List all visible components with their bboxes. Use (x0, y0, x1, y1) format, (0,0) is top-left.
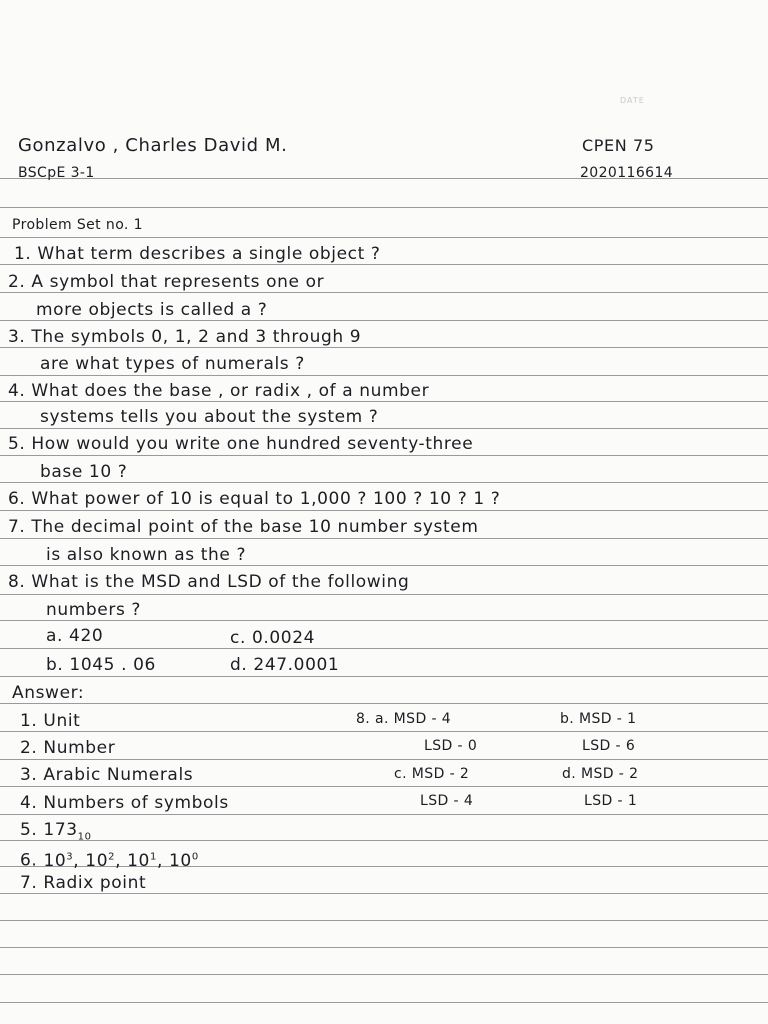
ruled-line (0, 510, 768, 511)
power-term (85, 851, 121, 871)
answer-2: 2. Number (20, 738, 116, 758)
answer-5-base: 10 (77, 831, 92, 843)
answer-8d-lsd: LSD - 1 (584, 793, 638, 809)
power-exponent: 2 (108, 851, 116, 862)
ruled-line (0, 347, 768, 348)
power-base: 10 (127, 850, 150, 871)
ruled-line (0, 428, 768, 429)
question-5-cont: base 10 ? (40, 462, 128, 482)
option-a: a. 420 (46, 626, 104, 646)
question-2: 2. A symbol that represents one or (8, 272, 325, 292)
power-separator: , (73, 850, 80, 871)
ruled-line (0, 947, 768, 948)
ruled-line (0, 1002, 768, 1003)
question-1: 1. What term describes a single object ? (14, 244, 381, 264)
answer-7: 7. Radix point (20, 873, 147, 893)
answer-1: 1. Unit (20, 711, 81, 731)
power-base: 10 (85, 850, 109, 871)
answer-6 (20, 847, 199, 871)
question-3-cont: are what types of numerals ? (40, 354, 305, 374)
option-b: b. 1045 . 06 (46, 655, 156, 675)
answer-6-label: 6. (20, 850, 38, 871)
power-exponent: 0 (191, 851, 199, 862)
question-7-cont: is also known as the ? (46, 545, 247, 565)
ruled-line (0, 237, 768, 238)
problem-set-title: Problem Set no. 1 (12, 217, 143, 233)
answer-5-value: 5. 173 (20, 820, 78, 840)
ruled-line (0, 814, 768, 815)
ruled-line (0, 759, 768, 760)
ruled-line (0, 594, 768, 595)
ruled-line (0, 292, 768, 293)
option-c: c. 0.0024 (230, 628, 316, 648)
answer-5 (20, 820, 92, 847)
question-6: 6. What power of 10 is equal to 1,000 ? 100 ? 10 ? 1 ? (8, 489, 501, 509)
answer-8a-lsd: LSD - 0 (424, 738, 478, 754)
answer-4: 4. Numbers of symbols (20, 793, 229, 813)
ruled-line (0, 375, 768, 376)
answer-8a-msd: 8. a. MSD - 4 (356, 711, 452, 727)
power-separator: , (156, 850, 163, 871)
ruled-line (0, 401, 768, 402)
power-exponent: 1 (149, 851, 157, 862)
ruled-line (0, 786, 768, 787)
answer-8b-lsd: LSD - 6 (582, 738, 636, 754)
answer-8d-msd: d. MSD - 2 (562, 766, 639, 782)
student-number: 2020116614 (580, 165, 674, 181)
answer-title: Answer: (12, 683, 85, 703)
ruled-line (0, 320, 768, 321)
ruled-line (0, 648, 768, 649)
question-3: 3. The symbols 0, 1, 2 and 3 through 9 (8, 327, 362, 347)
question-4: 4. What does the base , or radix , of a number (8, 381, 430, 401)
answer-3: 3. Arabic Numerals (20, 765, 194, 785)
power-base: 10 (43, 850, 67, 871)
question-7: 7. The decimal point of the base 10 number system (8, 517, 479, 537)
question-2-cont: more objects is called a ? (36, 300, 268, 320)
student-name: Gonzalvo , Charles David M. (18, 135, 288, 156)
answer-8b-msd: b. MSD - 1 (560, 711, 637, 727)
section: BSCpE 3-1 (18, 165, 95, 181)
answer-8c-msd: c. MSD - 2 (394, 766, 470, 782)
ruled-line (0, 974, 768, 975)
ruled-line (0, 482, 768, 483)
power-exponent: 3 (66, 851, 74, 862)
ruled-line (0, 538, 768, 539)
ruled-line (0, 455, 768, 456)
answer-8c-lsd: LSD - 4 (420, 793, 474, 809)
ruled-line (0, 207, 768, 208)
question-4-cont: systems tells you about the system ? (40, 407, 379, 427)
ruled-line (0, 676, 768, 677)
power-term (127, 851, 163, 871)
ruled-line (0, 840, 768, 841)
question-8-cont: numbers ? (46, 600, 142, 620)
ruled-line (0, 703, 768, 704)
power-base: 10 (168, 850, 192, 871)
ruled-line (0, 920, 768, 921)
ruled-line (0, 565, 768, 566)
question-8: 8. What is the MSD and LSD of the following (8, 572, 410, 592)
question-5: 5. How would you write one hundred seventy-three (8, 434, 474, 454)
ruled-line (0, 731, 768, 732)
power-term (43, 851, 79, 871)
ruled-line (0, 893, 768, 894)
power-term (169, 851, 199, 871)
option-d: d. 247.0001 (230, 655, 340, 675)
ruled-line (0, 620, 768, 621)
power-separator: , (115, 850, 122, 871)
course-code: CPEN 75 (582, 136, 655, 155)
ruled-line (0, 264, 768, 265)
date-label: DATE (620, 96, 645, 105)
